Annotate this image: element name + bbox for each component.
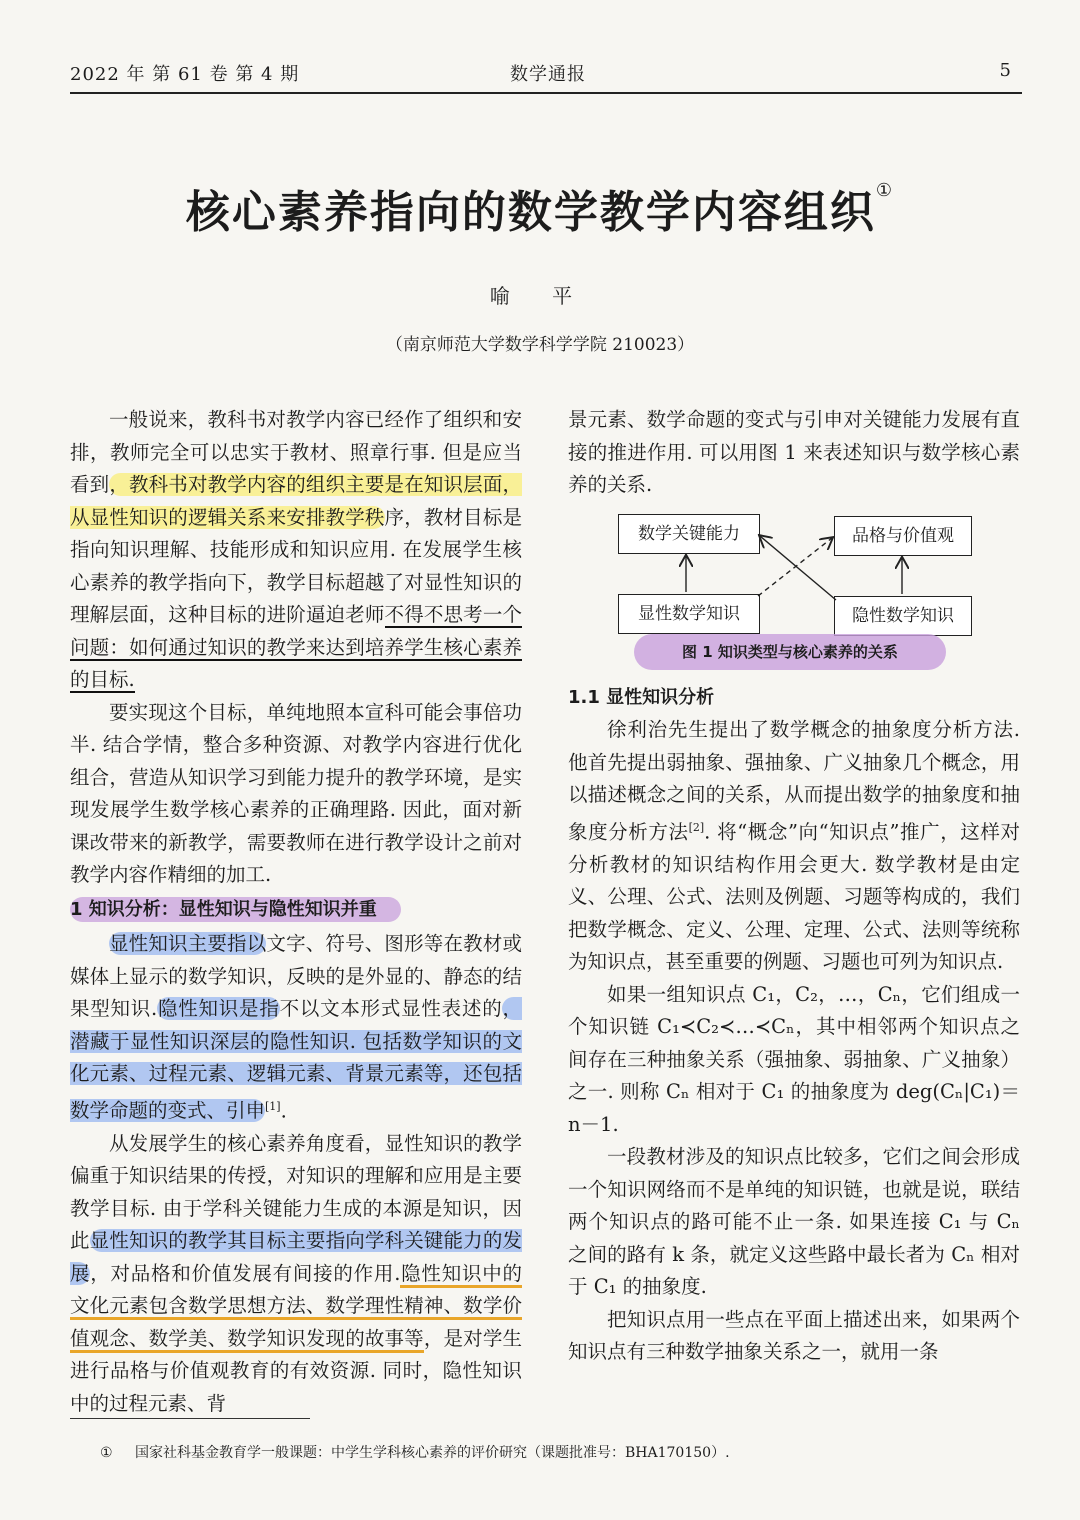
blue-highlight: ，潜藏于显性知识深层的隐性知识. 包括数学知识的文化元素、过程元素、逻辑元素、背景元素等，还包括数学命题的变式、引申 xyxy=(70,997,522,1122)
arrow-implicit-to-abilities xyxy=(760,536,836,600)
orange-underline: 隐性知识中的文化元素包含数学思想方法、数学理性精神、数学价值观念、数学美、数学知识发现的故事等 xyxy=(70,1262,522,1353)
paragraph-continued: 景元素、数学命题的变式与引申对关键能力发展有直接的推进作用. 可以用图 1 来表述知识与数学核心素养的关系. xyxy=(568,408,1020,496)
author: 喻 平 xyxy=(489,284,591,308)
text-run: 徐利治先生提出了数学概念的抽象度分析方法. 他首先提出弱抽象、强抽象、广义抽象几个概念，用以描述概念之间的关系，从而提出数学的抽象度和抽象度分析方法 xyxy=(568,718,1020,843)
journal-name: 数学通报 xyxy=(510,64,586,85)
footnote xyxy=(100,1442,730,1462)
figure-caption: 图 1 知识类型与核心素养的关系 xyxy=(634,634,946,670)
paragraph-4 xyxy=(70,1128,522,1421)
paragraph-8: 把知识点用一些点在平面上描述出来，如果两个知识点有三种数学抽象关系之一，就用一条 xyxy=(568,1307,1020,1363)
title-footnote-mark: ① xyxy=(875,180,895,201)
article-title xyxy=(0,176,1080,240)
yellow-highlight: ，教科书对教学内容的组织主要是在知识层面，从显性知识的逻辑关系来安排教学秩 xyxy=(70,473,522,529)
text-run: 文字、符号、图形等在教材或媒体上显示的数学知识，反映的是外显的、静态的结果型知识. xyxy=(70,932,522,1020)
citation-ref: [1] xyxy=(265,1099,281,1113)
figure-arrows xyxy=(568,506,1020,636)
text-run: ，是对学生进行品格与价值观教育的有效资源. 同时，隐性知识中的过程元素、背 xyxy=(70,1326,522,1415)
text-run: 不以文本形式显性表述的 xyxy=(279,997,503,1020)
figure-box-key-abilities: 数学关键能力 xyxy=(618,514,760,554)
underlined-question: 不得不思考一个问题：如何通过知识的教学来达到培养学生核心素养的目标. xyxy=(70,603,522,691)
issue-info: 2022 年 第 61 卷 第 4 期 xyxy=(70,64,300,85)
blue-highlight: 隐性知识是指 xyxy=(157,997,280,1020)
text-run: 一般说来，教科书对教学内容已经作了组织和安排，教师完全可以忠实于教材、照章行事. 但是应当看到 xyxy=(70,408,522,496)
running-header xyxy=(70,56,1022,94)
paragraph-7: 一段教材涉及的知识点比较多，它们之间会形成一个知识网络而不是单纯的知识链，也就是说，联结两个知识点的路可能不止一条. 如果连接 C₁ 与 Cₙ 之间的路有 k 条，就定义这些路中最长者为 Cₙ 相对于 C₁ 的抽象度. xyxy=(568,1145,1020,1298)
paragraph-1 xyxy=(70,404,522,697)
paragraph-3 xyxy=(70,928,522,1128)
title-text: 核心素养指向的数学教学内容组织 xyxy=(185,187,876,238)
blue-highlight: 显性知识主要指以 xyxy=(109,932,267,955)
figure-1 xyxy=(568,506,1020,676)
text-run: . xyxy=(280,1099,287,1122)
text-run: . 将“概念”向“知识点”推广，这样对分析教材的知识结构作用会更大. 数学教材是由定义、公理、公式、法则及例题、习题等构成的，我们把数学概念、定义、公理、定理、公式、法则等统称为知识点，甚至重要的例题、习题也可列为知识点. xyxy=(568,820,1020,973)
paragraph-2: 要实现这个目标，单纯地照本宣科可能会事倍功半. 结合学情，整合多种资源、对教学内容进行优化组合，营造从知识学习到能力提升的教学环境，是实现发展学生数学核心素养的正确理路. 因此，面对新课改带来的新教学，需要教师在进行教学设计之前对教学内容作精细的加工. xyxy=(70,700,522,886)
right-column xyxy=(568,404,1020,1369)
left-column xyxy=(70,404,522,1420)
citation-ref: [2] xyxy=(688,820,705,834)
text-run: ，对品格和价值发展有间接的作用. xyxy=(90,1261,401,1285)
page-number: 5 xyxy=(999,60,1012,81)
footnote-text: 国家社科基金教育学一般课题：中学生学科核心素养的评价研究（课题批准号：BHA170150）. xyxy=(135,1445,730,1461)
section-1-1-heading: 1.1 显性知识分析 xyxy=(568,686,715,708)
paragraph-6: 如果一组知识点 C₁，C₂，…，Cₙ，它们组成一个知识链 C₁≺C₂≺…≺Cₙ，其中相邻两个知识点之间存在三种抽象关系（强抽象、弱抽象、广义抽象）之一. 则称 Cₙ 相对于 C₁ 的抽象度为 deg(Cₙ|C₁)＝n－1. xyxy=(568,982,1020,1136)
paragraph-5 xyxy=(568,714,1020,979)
section-1-heading: 1 知识分析：显性知识与隐性知识并重 xyxy=(70,897,401,922)
text-run: 从发展学生的核心素养角度看，显性知识的教学偏重于知识结果的传授，对知识的理解和应用是主要教学目标. 由于学科关键能力生成的本源是知识，因此 xyxy=(70,1131,522,1252)
figure-box-explicit-knowledge: 显性数学知识 xyxy=(618,594,760,634)
text-run: 序，教材目标是指向知识理解、技能形成和知识应用. 在发展学生核心素养的教学指向下，教学目标超越了对显性知识的理解层面，这种目标的进阶逼迫老师 xyxy=(70,505,522,626)
figure-box-character-values: 品格与价值观 xyxy=(834,516,972,556)
figure-box-implicit-knowledge: 隐性数学知识 xyxy=(834,596,972,636)
affiliation: （南京师范大学数学科学学院 210023） xyxy=(385,335,695,355)
footnote-rule xyxy=(70,1418,310,1419)
footnote-mark: ① xyxy=(100,1445,113,1461)
blue-highlight: 显性知识的教学其目标主要指向学科关键能力的发展 xyxy=(70,1229,522,1285)
